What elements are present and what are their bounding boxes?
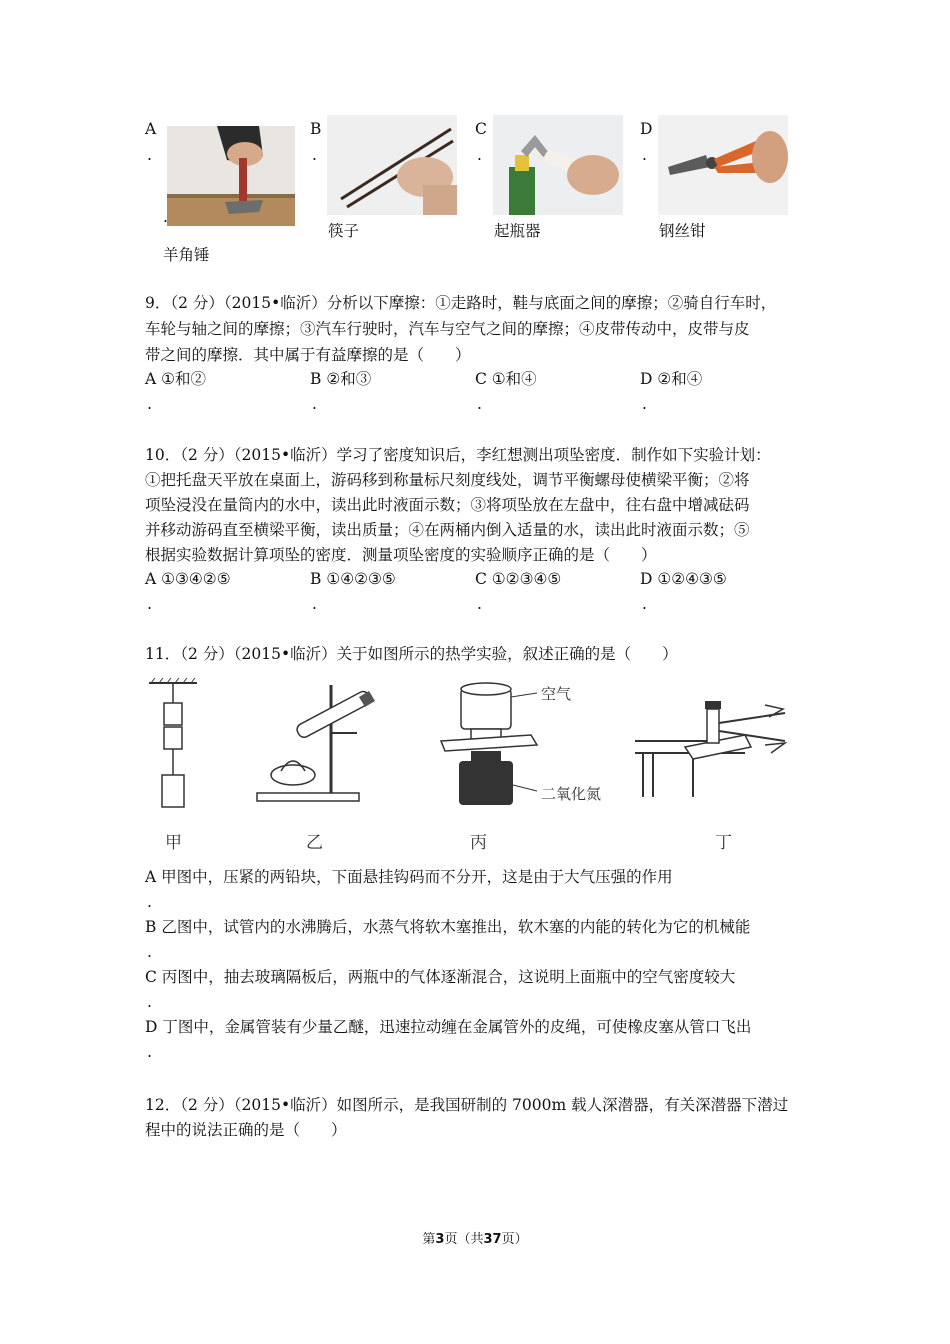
q9-option-c: C ①和④ <box>475 370 537 388</box>
q10-line-2: ①把托盘天平放在桌面上，游码移到称量标尺刻度线处，调节平衡螺母使横梁平衡；②将 <box>145 471 750 489</box>
q8-pliers-image <box>658 115 788 215</box>
q8-option-b-letter: B <box>310 120 322 138</box>
q10-option-a: A ①③④②⑤ <box>145 570 231 588</box>
q10-dot-d: . <box>642 595 647 613</box>
q8-option-b-caption: 筷子 <box>328 222 360 240</box>
q9-option-a: A ①和② <box>145 370 207 388</box>
q11-option-a: A 甲图中，压紧的两铅块，下面悬挂钩码而不分开，这是由于大气压强的作用 <box>145 868 673 886</box>
q12-line-1: 12．（2 分）（2015•临沂）如图所示，是我国研制的 7000m 载人深潜器，有关深潜器下潜过 <box>145 1096 789 1114</box>
q10-option-d: D ①②④③⑤ <box>640 570 727 588</box>
q11-dot-d: . <box>147 1043 152 1061</box>
q10-dot-c: . <box>477 595 482 613</box>
q8-option-a-letter: A <box>145 120 157 138</box>
q9-dot-a: . <box>147 395 152 413</box>
q11-option-c: C 丙图中，抽去玻璃隔板后，两瓶中的气体逐渐混合，这说明上面瓶中的空气密度较大 <box>145 968 736 986</box>
figure-jia-drawing <box>149 678 197 807</box>
q8-option-a-caption: 羊角锤 <box>163 246 210 264</box>
q9-option-b: B ②和③ <box>310 370 372 388</box>
q10-dot-b: . <box>312 595 317 613</box>
q10-line-1: 10．（2 分）（2015•临沂）学习了密度知识后，李红想测出项坠密度．制作如下实验计划： <box>145 446 771 464</box>
q8-option-a-dot2: . <box>163 208 168 226</box>
q8-option-d-dot: . <box>642 146 647 164</box>
figure-bing-air-label: 空气 <box>541 685 572 703</box>
q12-line-2: 程中的说法正确的是（ ） <box>145 1121 347 1139</box>
q11-option-b: B 乙图中，试管内的水沸腾后，水蒸气将软木塞推出，软木塞的内能的转化为它的机械能 <box>145 918 751 936</box>
figure-label-yi: 乙 <box>306 833 323 853</box>
figure-ding-drawing <box>635 701 785 797</box>
figure-bing-no2-label: 二氧化氮 <box>541 785 602 803</box>
q10-line-4: 并移动游码直至横梁平衡，读出质量；④在两桶内倒入适量的水，读出此时液面示数；⑤ <box>145 521 750 539</box>
figure-yi-drawing <box>257 685 375 801</box>
footer-mid: 页（共 <box>444 1232 484 1247</box>
q10-line-5: 根据实验数据计算项坠的密度．测量项坠密度的实验顺序正确的是（ ） <box>145 546 657 564</box>
q8-option-c-dot: . <box>477 146 482 164</box>
q11-stem: 11．（2 分）（2015•临沂）关于如图所示的热学实验，叙述正确的是（ ） <box>145 645 678 663</box>
footer-total-pages: 37 <box>483 1232 502 1247</box>
footer-pre: 第 <box>422 1232 436 1247</box>
q8-bottle-opener-image <box>493 115 623 215</box>
q8-option-b-dot: . <box>312 146 317 164</box>
q9-dot-c: . <box>477 395 482 413</box>
q8-chopsticks-image <box>327 115 457 215</box>
q10-option-c: C ①②③④⑤ <box>475 570 562 588</box>
figure-bing-drawing <box>441 683 537 805</box>
figure-label-jia: 甲 <box>165 833 182 853</box>
q10-option-b: B ①④②③⑤ <box>310 570 396 588</box>
q8-option-c-caption: 起瓶器 <box>494 222 541 240</box>
q11-dot-c: . <box>147 993 152 1011</box>
q11-dot-b: . <box>147 943 152 961</box>
page-footer <box>0 1228 950 1247</box>
q11-dot-a: . <box>147 893 152 911</box>
q8-option-c-letter: C <box>475 120 487 138</box>
figure-label-bing: 丙 <box>470 833 487 853</box>
q9-dot-d: . <box>642 395 647 413</box>
q9-line-1: 9．（2 分）（2015•临沂）分析以下摩擦：①走路时，鞋与底面之间的摩擦；②骑自行车时， <box>145 294 777 312</box>
q8-hammer-image <box>167 126 295 226</box>
footer-post: 页） <box>501 1232 528 1247</box>
q9-line-3: 带之间的摩擦．其中属于有益摩擦的是（ ） <box>145 346 471 364</box>
figure-label-ding: 丁 <box>715 833 732 853</box>
q8-option-d-letter: D <box>640 120 653 138</box>
q9-option-d: D ②和④ <box>640 370 703 388</box>
q9-line-2: 车轮与轴之间的摩擦；③汽车行驶时，汽车与空气之间的摩擦；④皮带传动中，皮带与皮 <box>145 320 750 338</box>
q10-line-3: 项坠浸没在量筒内的水中，读出此时液面示数；③将项坠放在左盘中，往右盘中增减砝码 <box>145 496 750 514</box>
q11-option-d: D 丁图中，金属管装有少量乙醚，迅速拉动缠在金属管外的皮绳，可使橡皮塞从管口飞出 <box>145 1018 752 1036</box>
q8-option-a-dot: . <box>147 146 152 164</box>
q10-dot-a: . <box>147 595 152 613</box>
q8-option-d-caption: 钢丝钳 <box>659 222 706 240</box>
q9-dot-b: . <box>312 395 317 413</box>
footer-page-number: 3 <box>435 1232 445 1247</box>
